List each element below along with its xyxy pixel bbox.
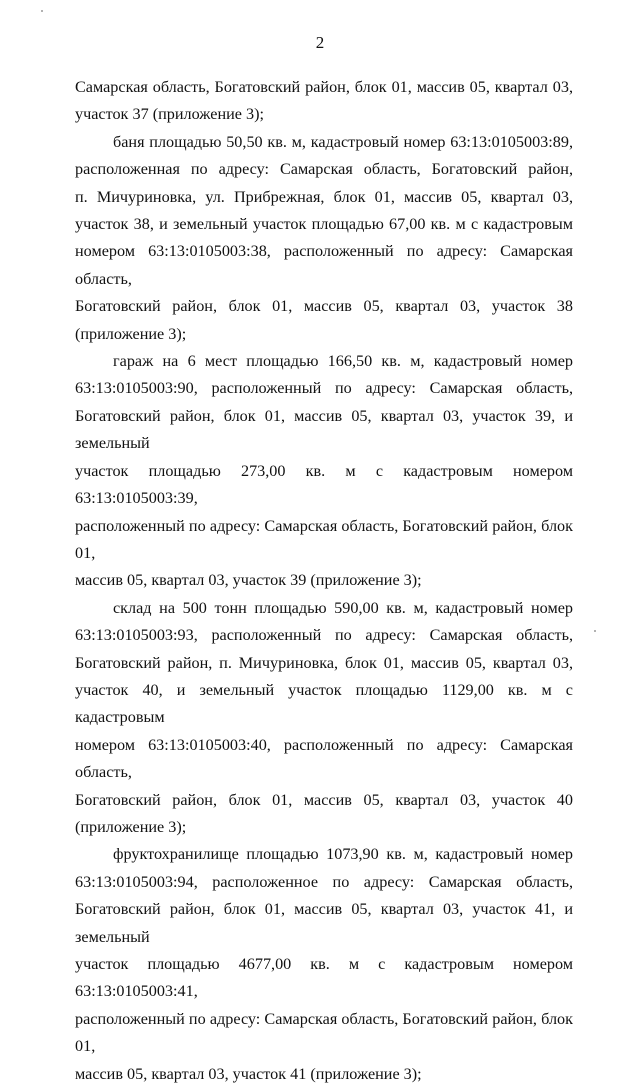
document-body	[75, 74, 573, 1088]
paragraph-line: номером 63:13:0105003:38, расположенный по адресу: Самарская область,	[75, 242, 573, 288]
paragraph-line: Богатовский район, блок 01, массив 05, квартал 03, участок 40	[75, 790, 573, 809]
paragraph-line: массив 05, квартал 03, участок 39 (приложение 3);	[75, 571, 422, 590]
paragraph-line: расположенная по адресу: Самарская область, Богатовский район,	[75, 160, 573, 179]
paragraph-line: Богатовский район, блок 01, массив 05, квартал 03, участок 38	[75, 297, 573, 316]
paragraph-line: фруктохранилище площадью 1073,90 кв. м, кадастровый номер	[113, 845, 573, 864]
paragraph-line: баня площадью 50,50 кв. м, кадастровый номер 63:13:0105003:89,	[113, 132, 573, 151]
paragraph-line: гараж на 6 мест площадью 166,50 кв. м, кадастровый номер	[113, 352, 573, 371]
paragraph	[75, 74, 573, 129]
paragraph-line: участок 38, и земельный участок площадью 67,00 кв. м с кадастровым	[75, 215, 573, 234]
paragraph	[75, 841, 573, 1088]
paragraph	[75, 129, 573, 348]
paragraph-line: склад на 500 тонн площадью 590,00 кв. м, кадастровый номер	[113, 598, 573, 617]
paragraph-line: номером 63:13:0105003:40, расположенный по адресу: Самарская область,	[75, 735, 573, 782]
paragraph-line: (приложение 3);	[75, 817, 187, 836]
paragraph-line: Богатовский район, п. Мичуриновка, блок 01, массив 05, квартал 03,	[75, 653, 573, 672]
paragraph-line: Богатовский район, блок 01, массив 05, квартал 03, участок 39, и земельный	[75, 406, 573, 453]
paragraph-line: п. Мичуриновка, ул. Прибрежная, блок 01, массив 05, квартал 03,	[75, 187, 573, 206]
paragraph-line: Богатовский район, блок 01, массив 05, квартал 03, участок 41, и земельный	[75, 900, 573, 946]
paragraph-line: участок 37 (приложение 3);	[75, 105, 264, 124]
paragraph	[75, 595, 573, 842]
page-number: 2	[315, 33, 325, 52]
scan-speck	[41, 10, 43, 12]
paragraph-line: расположенный по адресу: Самарская область, Богатовский район, блок 01,	[75, 1009, 573, 1056]
paragraph-line: массив 05, квартал 03, участок 41 (приложение 3);	[75, 1064, 422, 1083]
paragraph-line: участок площадью 4677,00 кв. м с кадастровым номером 63:13:0105003:41,	[75, 955, 573, 1001]
paragraph-line: расположенный по адресу: Самарская область, Богатовский район, блок 01,	[75, 516, 573, 562]
paragraph-line: Самарская область, Богатовский район, блок 01, массив 05, квартал 03,	[75, 78, 573, 96]
paragraph-line: 63:13:0105003:93, расположенный по адресу: Самарская область,	[75, 626, 573, 645]
paragraph-line: участок 40, и земельный участок площадью 1129,00 кв. м с кадастровым	[75, 680, 573, 727]
scan-speck	[594, 630, 596, 632]
paragraph-line: 63:13:0105003:94, расположенное по адресу: Самарская область,	[75, 872, 573, 891]
paragraph	[75, 348, 573, 595]
paragraph-line: участок площадью 273,00 кв. м с кадастровым номером 63:13:0105003:39,	[75, 461, 573, 508]
paragraph-line: (приложение 3);	[75, 324, 187, 343]
paragraph-line: 63:13:0105003:90, расположенный по адресу: Самарская область,	[75, 379, 573, 398]
